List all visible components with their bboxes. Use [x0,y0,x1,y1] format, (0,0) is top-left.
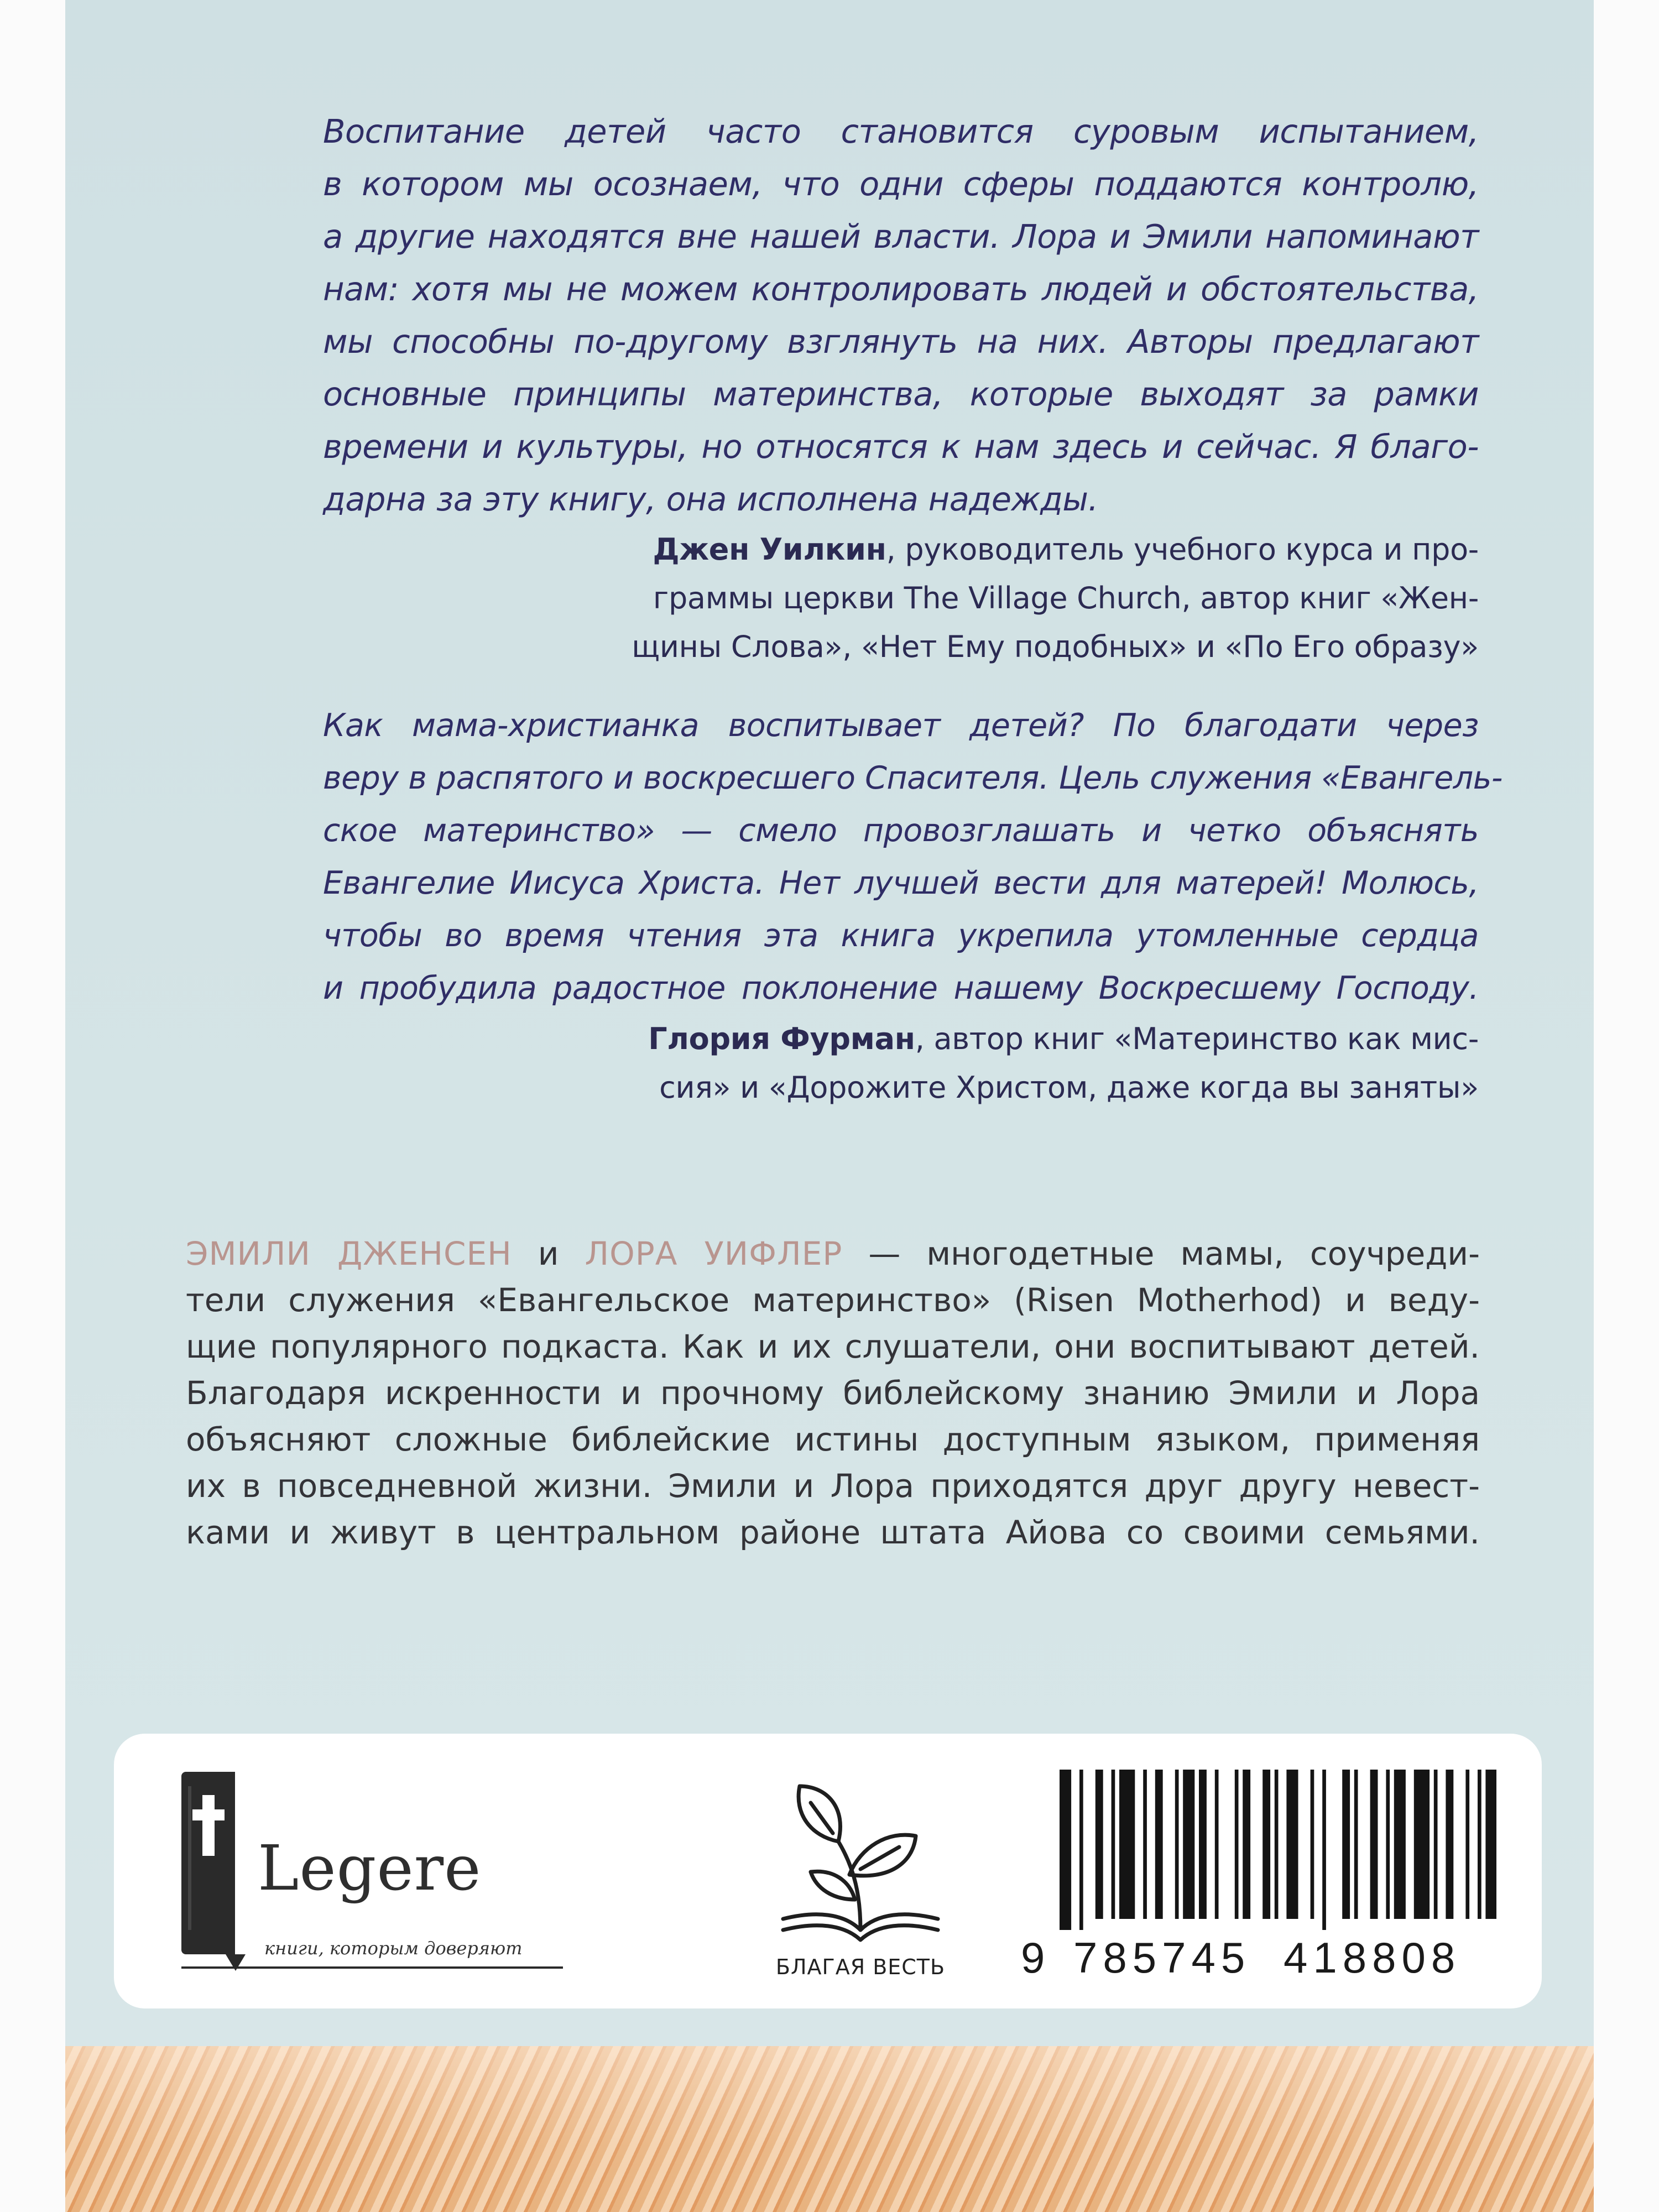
endorsement-text [323,105,1479,525]
fabric-highlight [65,2046,1594,2212]
attribution-line: граммы церкви The Village Church, автор книг «Жен- [653,581,1479,615]
barcode-bar [1370,1770,1378,1919]
barcode-bar [1215,1770,1219,1919]
barcode-bar [1275,1770,1279,1919]
endorser-name: Джен Уилкин [653,532,886,567]
barcode-bar [1286,1770,1298,1919]
barcode-bar [1199,1770,1207,1919]
barcode-bar [1434,1770,1438,1919]
endorsement-attribution [323,525,1479,671]
endorsement-attribution [323,1015,1479,1112]
barcode-bar [1143,1770,1147,1919]
attribution-line: сия» и «Дорожите Христом, даже когда вы заняты» [659,1070,1479,1105]
author-name: ЭМИЛИ ДЖЕНСЕН [186,1235,512,1272]
endorsement-furman [323,700,1503,1112]
barcode-bar [1175,1770,1179,1919]
author-name: ЛОРА УИФЛЕР [585,1235,843,1272]
bio-line [186,1230,1480,1277]
text-line: а другие находятся вне нашей власти. Лора и Эмили напоминают [323,217,1479,255]
barcode-bar [1243,1770,1250,1919]
barcode-bar [1155,1770,1163,1919]
barcode-bar [1311,1770,1314,1919]
barcode-bar [1262,1770,1270,1919]
blagaya-vest-logo [750,1764,971,1996]
bio-line: ками и живут в центральном районе штата Айова со своими семьями. [186,1514,1480,1551]
bio-line: тели служения «Евангельское материнство» (Risen Motherhod) и веду- [186,1281,1480,1319]
endorsement-text [323,700,1503,1015]
publisher-tagline: книги, которым доверяют [264,1938,523,1959]
barcode-bar [1478,1770,1481,1919]
text-line: и пробудила радостное поклонение нашему Воскресшему Господу. [323,970,1479,1006]
authors-bio [186,1230,1480,1556]
sprout-book-icon [750,1764,971,1952]
bio-text: — многодетные мамы, соучреди- [842,1235,1480,1272]
bio-line: объясняют сложные библейские истины доступным языком, применяя [186,1421,1480,1458]
back-cover [65,0,1594,2212]
legere-logo [181,1772,563,1982]
barcode-bar [1485,1770,1496,1919]
bio-conjunction: и [512,1235,585,1272]
barcode-bar [1060,1770,1071,1930]
barcode-digit-group: 418808 [1284,1933,1461,1982]
attribution-line: , автор книг «Материнство как мис- [915,1021,1479,1056]
text-line: Как мама-христианка воспитывает детей? По благодати через [323,707,1479,744]
book-cross-icon [181,1772,235,1954]
bio-line: их в повседневной жизни. Эмили и Лора приходятся друг другу невест- [186,1467,1480,1505]
publisher-name: Legere [258,1833,482,1905]
barcode-digit-group: 9 [1021,1933,1045,1982]
barcode-bar [1112,1770,1115,1919]
barcode-bar [1322,1770,1326,1930]
barcode-bar [1183,1770,1194,1919]
text-line: Евангелие Иисуса Христа. Нет лучшей вести для матерей! Молюсь, [323,865,1479,901]
isbn-barcode [1021,1770,1496,1980]
attribution-line: , руководитель учебного курса и про- [886,532,1479,567]
text-line: веру в распятого и воскресшего Спасителя. Цель служения «Евангель- [323,760,1503,796]
text-line: чтобы во время чтения эта книга укрепила утомленные сердца [323,917,1479,954]
text-line: ское материнство» — смело провозглашать и четко объяснять [323,812,1479,849]
barcode-bars [1021,1770,1496,1930]
barcode-bar [1386,1770,1390,1919]
attribution-line: щины Слова», «Нет Ему подобных» и «По Его образу» [632,629,1479,664]
text-line: мы способны по-другому взглянуть на них. Авторы предлагают [323,322,1479,361]
endorsement-wilkin [323,105,1479,671]
bio-line: щие популярного подкаста. Как и их слушатели, они воспитывают детей. [186,1328,1480,1365]
barcode-bar [1394,1770,1406,1919]
barcode-bar [1354,1770,1358,1919]
barcode-bar [1446,1770,1453,1919]
text-line: дарна за эту книгу, она исполнена надежды. [323,480,1098,518]
barcode-bar [1079,1770,1083,1930]
barcode-bar [1119,1770,1135,1919]
barcode-bar [1342,1770,1350,1919]
barcode-bar [1465,1770,1469,1919]
barcode-bar [1414,1770,1430,1919]
barcode-digit-group: 785745 [1073,1933,1251,1982]
text-line: нам: хотя мы не можем контролировать людей и обстоятельства, [323,270,1479,308]
text-line: в котором мы осознаем, что одни сферы поддаются контролю, [323,165,1479,203]
barcode-number [1021,1933,1496,1983]
barcode-bar [1235,1770,1239,1919]
text-line: времени и культуры, но относятся к нам здесь и сейчас. Я благо- [323,427,1479,466]
copublisher-name: БЛАГАЯ ВЕСТЬ [775,1955,946,1979]
bio-line: Благодаря искренности и прочному библейскому знанию Эмили и Лора [186,1374,1480,1412]
text-line: основные принципы материнства, которые выходят за рамки [323,375,1479,413]
imprint-panel [114,1734,1542,2008]
barcode-bar [1095,1770,1103,1919]
text-line: Воспитание детей часто становится суровым испытанием, [323,112,1479,150]
endorser-name: Глория Фурман [648,1021,915,1056]
